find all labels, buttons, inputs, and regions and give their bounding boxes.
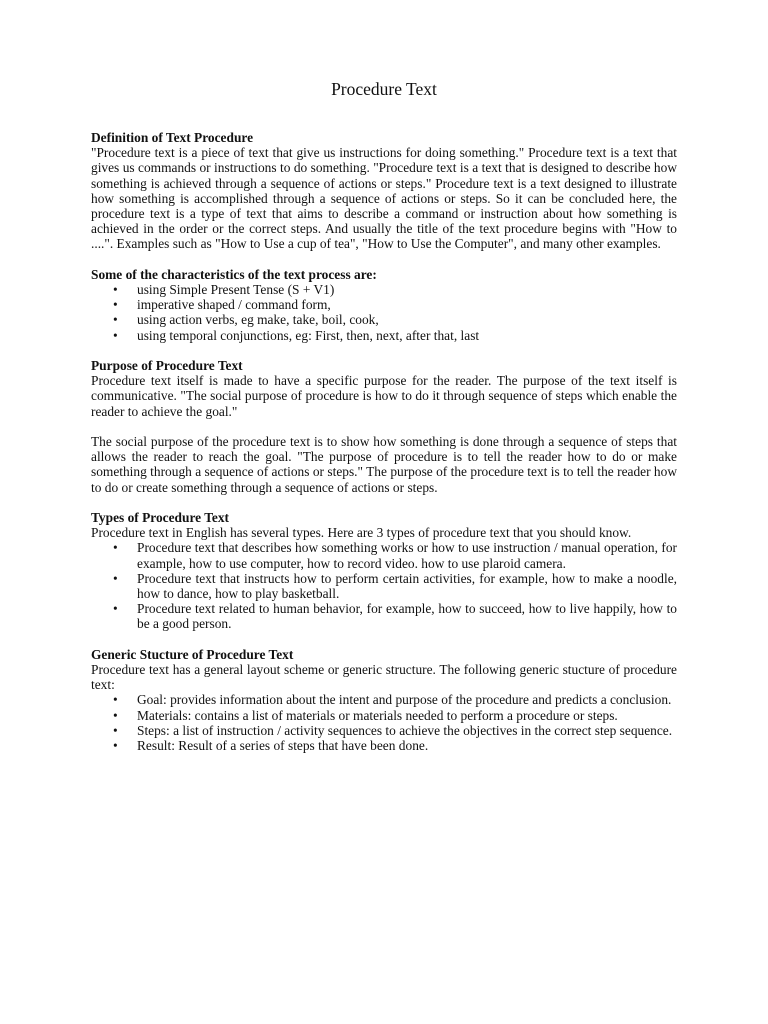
bullet-icon: • xyxy=(113,601,118,617)
list-item: • imperative shaped / command form, xyxy=(113,297,331,313)
types-intro: Procedure text in English has several types. Here are 3 types of procedure text that you should know. xyxy=(91,525,632,541)
list-item: • Procedure text related to human behavior, for example, how to succeed, how to live happily, how to be a good person. xyxy=(113,601,677,632)
bullet-icon: • xyxy=(113,692,118,708)
characteristics-list xyxy=(91,282,677,343)
definition-paragraph: "Procedure text is a piece of text that give us instructions for doing something." Procedure text is a text that gives us commands or instructions to do something. "Procedure text is a text that is designed to describe how something is achieved through a sequence of actions or steps." Procedure text is a text designed to illustrate how something is accomplished through a sequence of actions or steps. So it can be concluded here, the procedure text is a type of text that aims to describe a command or instruction about how something is achieved in the order or the correct steps. And usually the title of the text procedure begins with "How to ....". Examples such as "How to Use a cup of tea", "How to Use the Computer", and many other examples. xyxy=(91,145,677,252)
bullet-icon: • xyxy=(113,297,118,313)
definition-heading: Definition of Text Procedure xyxy=(91,130,254,145)
characteristics-heading: Some of the characteristics of the text process are: xyxy=(91,266,377,282)
bullet-icon: • xyxy=(113,738,118,754)
list-item: • Procedure text that describes how something works or how to use instruction / manual operation, for example, how to use computer, how to record video. how to use plaroid camera. xyxy=(113,540,677,571)
structure-intro: Procedure text has a general layout scheme or generic structure. The following generic stucture of procedure text: xyxy=(91,662,677,693)
bullet-icon: • xyxy=(113,570,118,586)
bullet-icon: • xyxy=(113,282,118,298)
list-item: • using temporal conjunctions, eg: First, then, next, after that, last xyxy=(113,327,480,343)
bullet-icon: • xyxy=(113,312,118,328)
list-item: • Steps: a list of instruction / activity sequences to achieve the objectives in the correct step sequence. xyxy=(113,722,673,738)
structure-list xyxy=(91,692,677,753)
purpose-paragraph-1: Procedure text itself is made to have a specific purpose for the reader. The purpose of the text itself is communicative. "The social purpose of procedure is how to do it through sequence of steps which enable the reader to achieve the goal." xyxy=(91,373,677,419)
types-heading: Types of Procedure Text xyxy=(91,510,229,526)
document-body xyxy=(91,130,677,753)
types-list xyxy=(91,540,677,631)
bullet-icon: • xyxy=(113,327,118,343)
list-item: • Materials: contains a list of materials or materials needed to perform a procedure or steps. xyxy=(113,707,618,723)
bullet-icon: • xyxy=(113,707,118,723)
bullet-icon: • xyxy=(113,540,118,556)
list-item: • Goal: provides information about the intent and purpose of the procedure and predicts a conclusion. xyxy=(113,692,672,708)
page-title: Procedure Text xyxy=(331,79,437,99)
list-item: • using Simple Present Tense (S + V1) xyxy=(113,282,335,298)
purpose-heading: Purpose of Procedure Text xyxy=(91,358,243,374)
list-item: • Procedure text that instructs how to perform certain activities, for example, how to make a noodle, how to dance, how to play basketball. xyxy=(113,570,677,602)
purpose-paragraph-2: The social purpose of the procedure text is to show how something is done through a sequence of steps that allows the reader to reach the goal. "The purpose of procedure is to tell the reader how to do or make something through a sequence of actions or steps." The purpose of the procedure text is to tell the reader how to do or create something through a sequence of actions or steps. xyxy=(91,434,677,495)
list-item: • using action verbs, eg make, take, boil, cook, xyxy=(113,312,379,328)
bullet-icon: • xyxy=(113,722,118,738)
list-item: • Result: Result of a series of steps that have been done. xyxy=(113,738,429,754)
structure-heading: Generic Stucture of Procedure Text xyxy=(91,646,294,662)
